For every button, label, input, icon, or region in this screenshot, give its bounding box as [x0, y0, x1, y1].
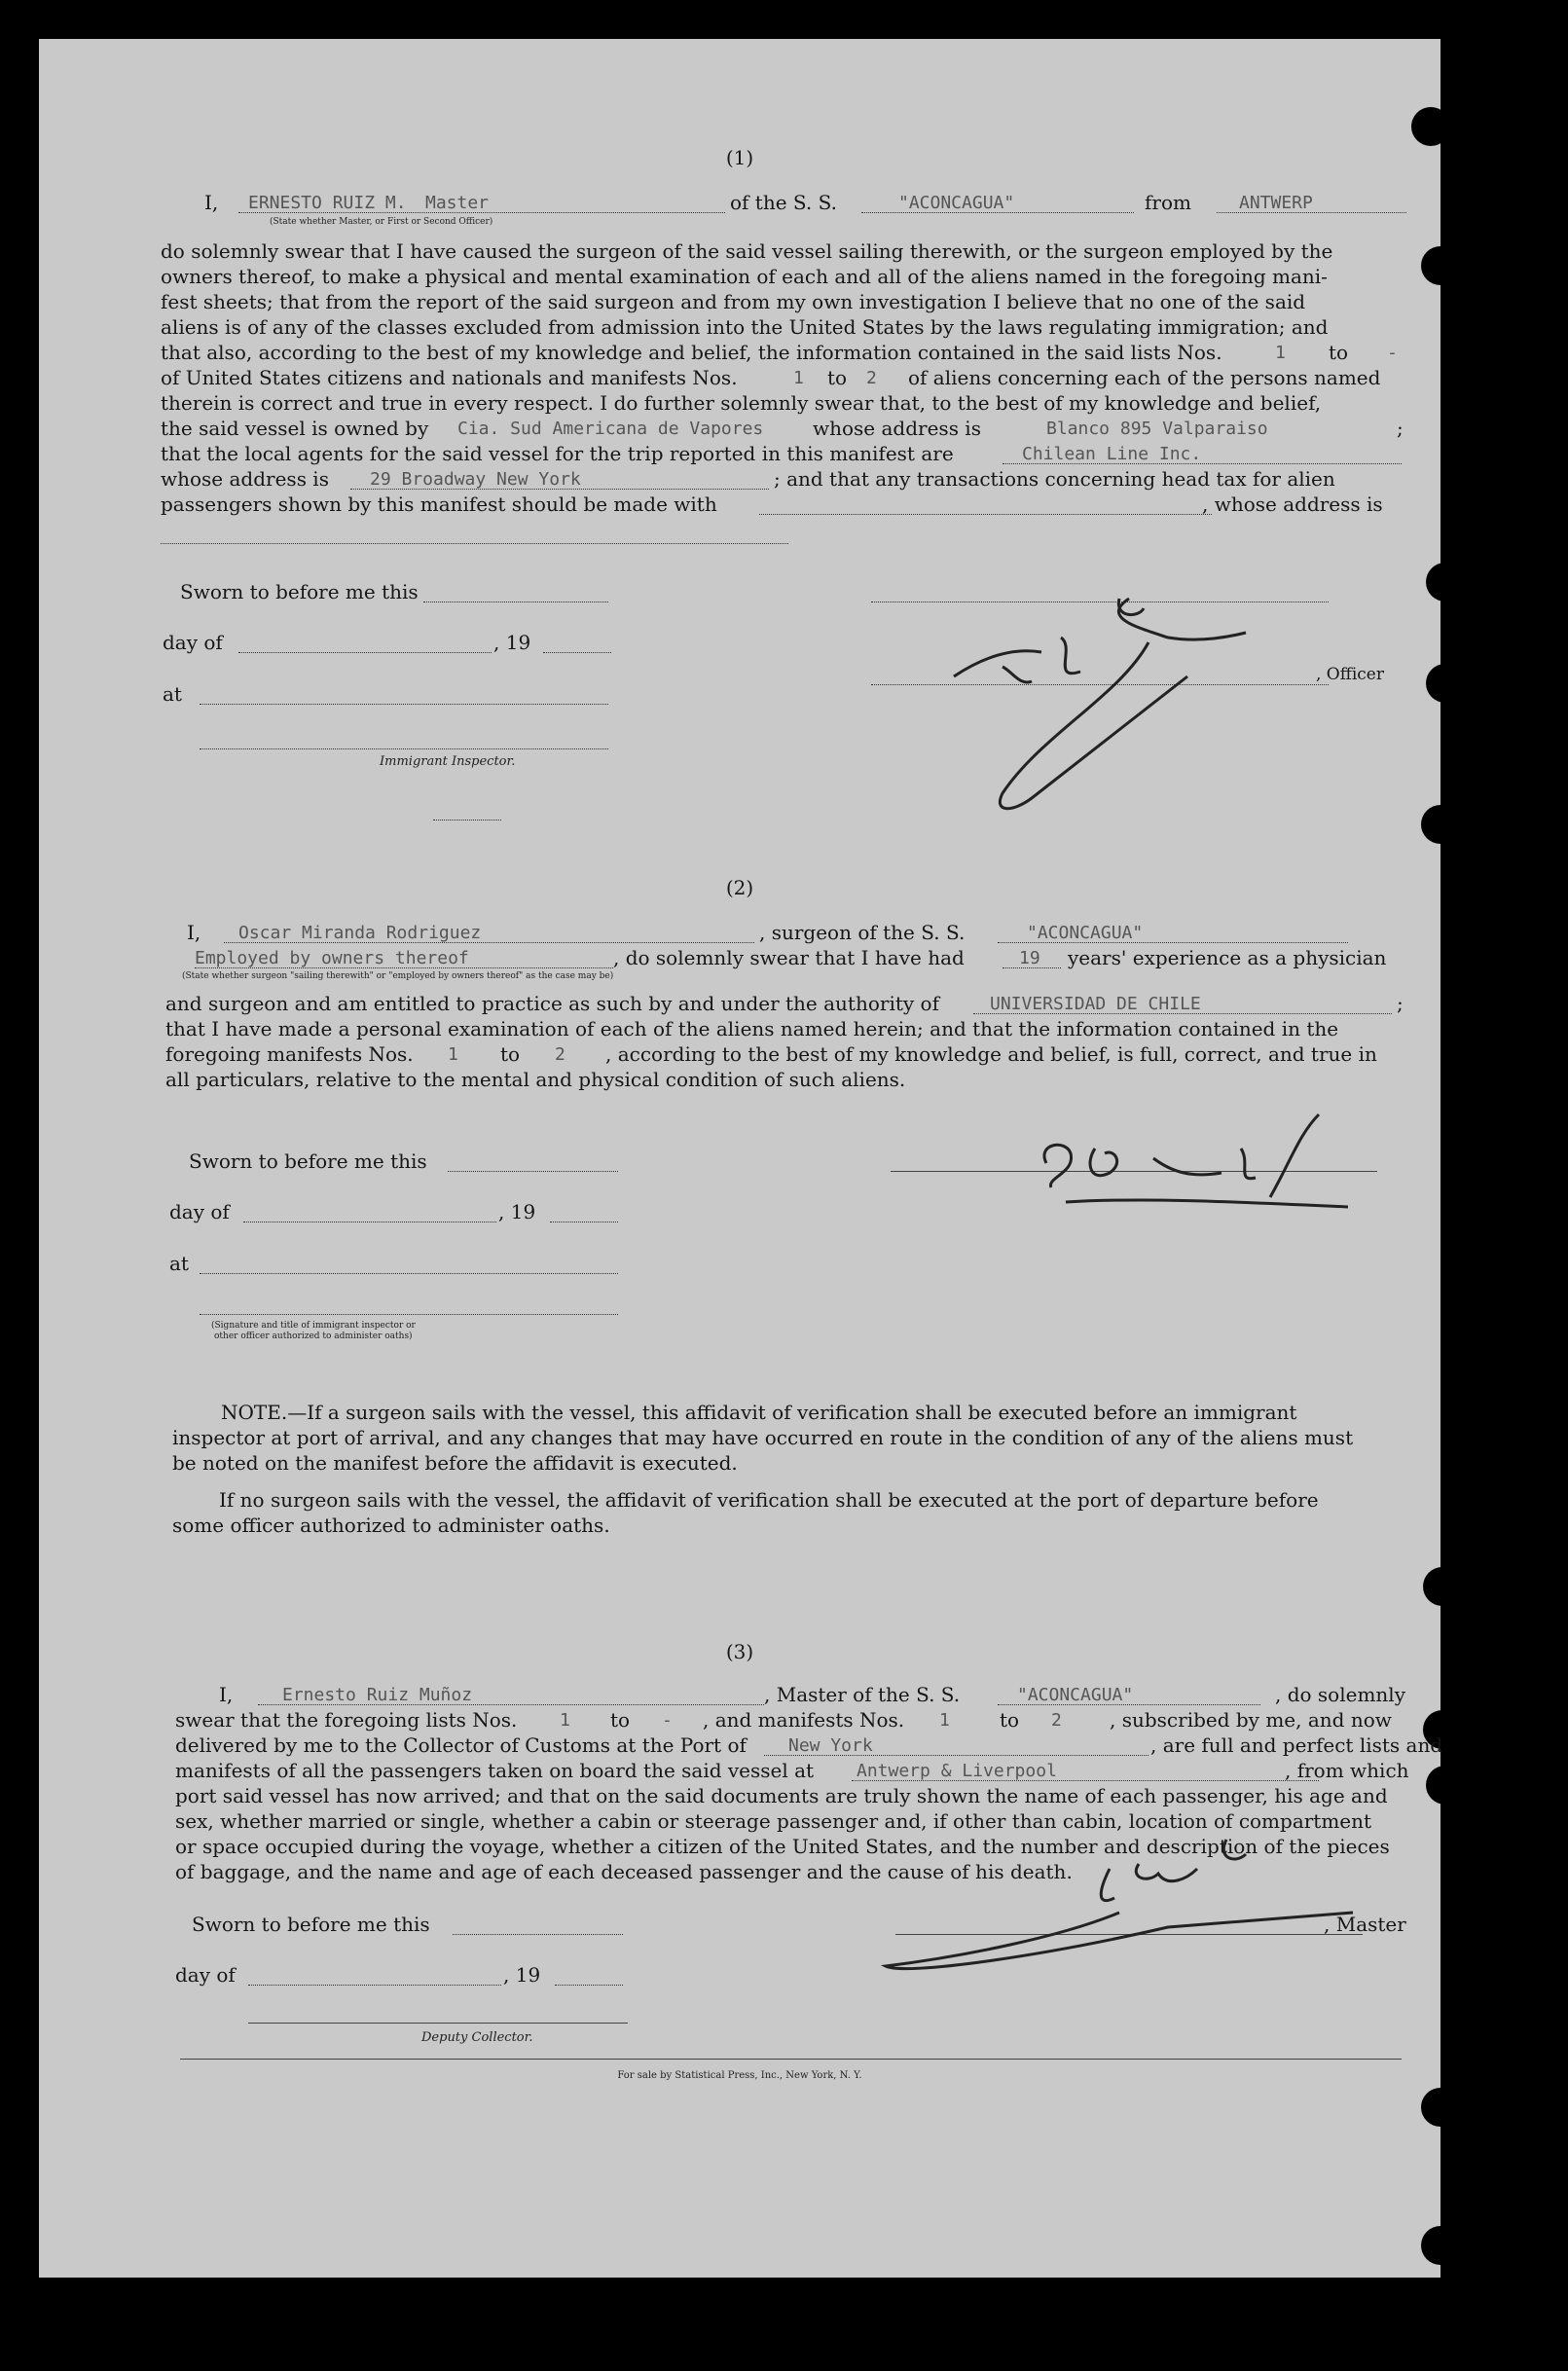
lists-to-field: -: [662, 1710, 673, 1731]
inspector-label: Immigrant Inspector.: [380, 754, 516, 769]
agents-field: Chilean Line Inc.: [1022, 444, 1202, 464]
agents-address-field: 29 Broadway New York: [370, 469, 581, 490]
year-text: , 19: [503, 1963, 541, 1987]
line-text: to: [827, 366, 848, 389]
paragraph-line: that also, according to the best of my knowledge and belief, the information contained in the said lists Nos.: [161, 341, 1222, 364]
master-label: , Master: [1324, 1913, 1406, 1936]
ship-name-field: "ACONCAGUA": [1027, 923, 1144, 943]
section-number: (2): [725, 876, 754, 899]
line-text: to: [1329, 341, 1349, 364]
at-text: at: [169, 1252, 189, 1275]
line-text: , and manifests Nos.: [703, 1708, 905, 1732]
paragraph-line: whose address is: [161, 467, 329, 491]
punch-hole: [1411, 107, 1450, 146]
punch-hole: [1423, 1567, 1462, 1606]
line-text: , surgeon of the S. S.: [759, 921, 966, 944]
line-text: to: [610, 1708, 631, 1732]
signature-note: other officer authorized to administer oaths): [214, 1331, 413, 1341]
paragraph-line: foregoing manifests Nos.: [165, 1042, 414, 1066]
paragraph-line: of baggage, and the name and age of each deceased passenger and the cause of his death.: [175, 1860, 1073, 1883]
paragraph-line: do solemnly swear that I have caused the surgeon of the said vessel sailing therewith, or the surgeon employed by the: [161, 239, 1333, 263]
lists-to-field: -: [1387, 343, 1398, 363]
line-text: I,: [219, 1683, 234, 1706]
master-title-field: Master: [425, 193, 490, 213]
embarkation-field: Antwerp & Liverpool: [857, 1761, 1057, 1781]
line-text: of the S. S.: [730, 191, 837, 214]
port-field: New York: [788, 1735, 873, 1756]
paragraph-line: therein is correct and true in every respect. I do further solemnly swear that, to the best of my knowledge and belief,: [161, 391, 1322, 415]
day-of-text: day of: [175, 1963, 236, 1987]
paragraph-line: passengers shown by this manifest should be made with: [161, 492, 717, 516]
owner-field: Cia. Sud Americana de Vapores: [457, 419, 764, 439]
signature-note: (Signature and title of immigrant inspector or: [211, 1321, 416, 1331]
line-text: from: [1145, 191, 1191, 214]
punch-hole: [1421, 805, 1460, 844]
paragraph-line: owners thereof, to make a physical and mental examination of each and all of the aliens named in the foregoing mani-: [161, 265, 1328, 288]
note-line: NOTE.—If a surgeon sails with the vessel, this affidavit of verification shall be executed before an immigrant: [221, 1401, 1297, 1424]
surgeon-signature: [1027, 1105, 1377, 1222]
paragraph-line: that I have made a personal examination of each of the aliens named herein; and that the information contained in the: [165, 1017, 1339, 1040]
paragraph-line: or space occupied during the voyage, whether a citizen of the United States, and the number and description of the pieces: [175, 1835, 1390, 1858]
lists-from-field: 1: [560, 1710, 570, 1731]
manifests-to-field: 2: [1051, 1710, 1062, 1731]
paragraph-line: port said vessel has now arrived; and that on the said documents are truly shown the name of each passenger, his age and: [175, 1784, 1388, 1807]
manifests-from-field: 1: [939, 1710, 950, 1731]
section-number: (3): [725, 1640, 754, 1663]
master-name-field: Ernesto Ruiz Muñoz: [282, 1685, 473, 1705]
manifest-affidavit-page: (1) I, ERNESTO RUIZ M. Master of the S. S. "ACONCAGUA" from ANTWERP (State whether Master, or First or Second Officer) do solemnly swear that I have caused the surgeon of the said vessel sailing therewith, or the surgeon employed by the owners thereof, to make a physical and mental examination of each and all of the aliens named in the foregoing mani- fest sheets; that from the report of the said surgeon and from my own investigation I believe that no one of the said aliens is of any of the classes excluded from admission into the United States by the laws regulating immigration; and that also, according to the best of my knowledge and belief, the information contained in the said lists Nos. 1 to - of United States citizens and nationals and manifests Nos. 1 to 2 of aliens concerning each of the persons named therein is correct and true in every respect. I do further solemnly swear that, to the best of my knowledge and belief, the said vessel is owned by Cia. Sud Americana de Vapores whose address is Blanco 895 Valparaiso ; that the local agents for the said vessel for the trip reported in this manifest are Chilean Line Inc. whose address is 29 Broadway New York ; and that any transactions concerning head tax for alien passengers shown by this manifest should be made with , whose address is Sworn to before me this day of , 19 , Officer at Immigrant Inspector. (2) I, Oscar Miranda Rodriguez , surgeon of the S. S. "ACONCAGUA" Employed by owners thereof , do solemnly swear that I have had 19 years' experience as a physician (State whether surgeon "sailing therewith" or "employed by owners thereof" as the case may be) and surgeon and am entitled to practice as such by and under the authority of UNIVERSIDAD DE CHILE ; that I have made a personal examination of each of the aliens named herein; and that the information contained in the foregoing manifests Nos. 1 to 2 , according to the best of my knowledge and belief, is full, correct, and true in all particulars, relative to the mental and physical condition of such aliens. Sworn to before me this day of , 19 at (Signature and title of immigrant inspector or other officer authorized to administer oaths) NOTE.—If a surgeon sails with the vessel, this affidavit of verification shall be executed before an immigrant inspector at port of arrival, and any changes that may have occurred en route in the condition of any of the aliens must be noted on the manifest before the affidavit is executed. If no surgeon sails with the vessel, the affidavit of verification shall be executed at the port of departure before some officer authorized to administer oaths. (3) I, Ernesto Ruiz Muñoz , Master of the S. S. "ACONCAGUA" , do solemnly swear that the foregoing lists Nos. 1 to - , and manifests Nos. 1 to 2 , subscribed by me, and now delivered by me to the Collector of Customs at the Port of New York , are full and perfect lists and manifests of all the passengers taken on board the said vessel at Antwerp & Liverpool , from which port said vessel has now arrived; and that on the said documents are truly shown the name of each passenger, his age and sex, whether married or single, whether a cabin or steerage passenger and, if other than cabin, location of compartment or space occupied during the voyage, whether a citizen of the United States, and the number and description of the pieces of baggage, and the name and age of each deceased passenger and the cause of his death. Sworn to before me this , Master day of , 19 Deputy Collector. For sale by Statistical Press, Inc., New York, N. Y.: [39, 39, 1440, 2278]
day-of-text: day of: [163, 631, 223, 654]
note-line: some officer authorized to administer oaths.: [172, 1514, 610, 1537]
master-name-field: ERNESTO RUIZ M.: [248, 193, 407, 213]
ship-name-field: "ACONCAGUA": [1017, 1685, 1134, 1705]
officer-label: , Officer: [1316, 665, 1384, 684]
paragraph-line: all particulars, relative to the mental and physical condition of such aliens.: [165, 1068, 906, 1091]
note-line: inspector at port of arrival, and any changes that may have occurred en route in the condition of any of the aliens must: [172, 1426, 1354, 1449]
sworn-text: Sworn to before me this: [180, 580, 419, 603]
lists-from-field: 1: [1275, 343, 1286, 363]
manifests-from-field: 1: [793, 368, 804, 388]
from-port-field: ANTWERP: [1239, 193, 1313, 213]
field-note: (State whether Master, or First or Second Officer): [270, 217, 493, 227]
ship-name-field: "ACONCAGUA": [898, 193, 1015, 213]
line-text: , from which: [1285, 1759, 1409, 1782]
line-text: to: [1000, 1708, 1020, 1732]
paragraph-line: the said vessel is owned by: [161, 417, 429, 440]
paragraph-line: and surgeon and am entitled to practice as such by and under the authority of: [165, 992, 939, 1015]
line-text: , subscribed by me, and now: [1110, 1708, 1392, 1732]
line-text: years' experience as a physician: [1068, 946, 1387, 969]
paragraph-line: that the local agents for the said vessel for the trip reported in this manifest are: [161, 442, 954, 465]
line-text: , do solemnly swear that I have had: [613, 946, 965, 969]
field-note: (State whether surgeon "sailing therewith" or "employed by owners thereof" as the case may be): [182, 971, 614, 981]
punch-hole: [1421, 2088, 1460, 2127]
line-text: , Master of the S. S.: [764, 1683, 961, 1706]
paragraph-line: fest sheets; that from the report of the said surgeon and from my own investigation I believe that no one of the said: [161, 290, 1306, 313]
line-text: of aliens concerning each of the persons named: [908, 366, 1381, 389]
paragraph-line: aliens is of any of the classes excluded from admission into the United States by the laws regulating immigration; and: [161, 315, 1329, 339]
at-text: at: [163, 682, 182, 706]
line-text: , according to the best of my knowledge and belief, is full, correct, and true in: [605, 1042, 1377, 1066]
day-of-text: day of: [169, 1200, 230, 1223]
paragraph-line: sex, whether married or single, whether a cabin or steerage passenger and, if other than cabin, location of compartment: [175, 1809, 1372, 1833]
line-text: , whose address is: [1202, 492, 1383, 516]
section-number: (1): [725, 146, 754, 169]
owner-address-field: Blanco 895 Valparaiso: [1046, 419, 1268, 439]
paragraph-line: swear that the foregoing lists Nos.: [175, 1708, 518, 1732]
paragraph-line: delivered by me to the Collector of Customs at the Port of: [175, 1733, 747, 1757]
line-text: whose address is: [813, 417, 981, 440]
paragraph-line: of United States citizens and nationals and manifests Nos.: [161, 366, 738, 389]
manifests-from-field: 1: [448, 1044, 458, 1065]
manifests-to-field: 2: [866, 368, 877, 388]
paragraph-line: manifests of all the passengers taken on board the said vessel at: [175, 1759, 815, 1782]
note-line: be noted on the manifest before the affidavit is executed.: [172, 1451, 738, 1475]
sworn-text: Sworn to before me this: [189, 1149, 427, 1173]
year-text: , 19: [493, 631, 531, 654]
master-signature-1: [944, 579, 1411, 832]
deputy-collector-label: Deputy Collector.: [421, 2030, 533, 2045]
printer-footer: For sale by Statistical Press, Inc., New York, N. Y.: [617, 2070, 862, 2081]
manifests-to-field: 2: [555, 1044, 565, 1065]
authority-field: UNIVERSIDAD DE CHILE: [990, 994, 1201, 1014]
punch-hole: [1421, 2226, 1460, 2265]
line-text: to: [500, 1042, 521, 1066]
line-text: I,: [204, 191, 219, 214]
line-text: , do solemnly: [1275, 1683, 1405, 1706]
year-text: , 19: [498, 1200, 536, 1223]
employment-field: Employed by owners thereof: [195, 948, 469, 968]
line-text: ; and that any transactions concerning head tax for alien: [774, 467, 1335, 491]
note-line: If no surgeon sails with the vessel, the affidavit of verification shall be executed at the port of departure before: [219, 1488, 1319, 1512]
master-signature-3: [847, 1820, 1363, 1995]
years-field: 19: [1019, 948, 1040, 968]
line-text: , are full and perfect lists and: [1150, 1733, 1443, 1757]
sworn-text: Sworn to before me this: [192, 1913, 430, 1936]
surgeon-name-field: Oscar Miranda Rodriguez: [238, 923, 482, 943]
